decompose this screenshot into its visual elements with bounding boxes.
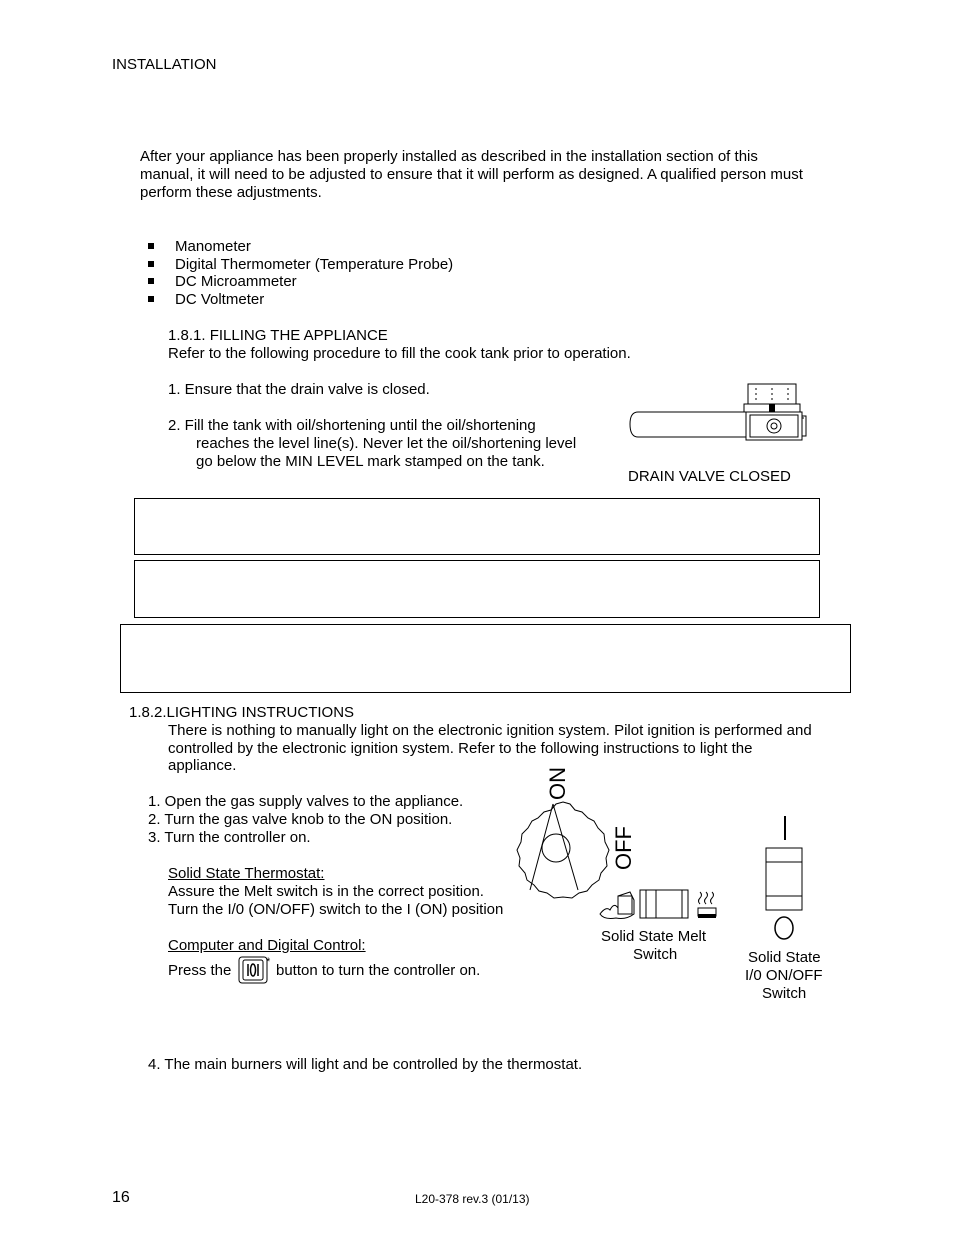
melt-switch-icon — [596, 886, 720, 922]
onoff-switch-icon — [764, 814, 804, 946]
onoff-switch-caption-3: Switch — [762, 985, 807, 1002]
onoff-switch-caption-1: Solid State — [748, 949, 821, 966]
filling-step-2-cont: go below the MIN LEVEL mark stamped on the tank. — [196, 453, 545, 470]
document-id: L20-378 rev.3 (01/13) — [415, 1192, 530, 1206]
notice-box — [134, 560, 820, 618]
solid-state-line-2: Turn the I/0 (ON/OFF) switch to the I (ON) position — [168, 901, 504, 918]
intro-line-1: After your appliance has been properly installed as described in the installation section of this — [140, 148, 758, 165]
tool-item: Manometer — [175, 238, 251, 255]
filling-intro: Refer to the following procedure to fill the cook tank prior to operation. — [168, 345, 631, 362]
filling-heading: 1.8.1. FILLING THE APPLIANCE — [168, 327, 388, 344]
solid-state-line-1: Assure the Melt switch is in the correct position. — [168, 883, 484, 900]
notice-box — [134, 498, 820, 555]
filling-step-1: 1. Ensure that the drain valve is closed. — [168, 381, 430, 398]
lighting-step-4: 4. The main burners will light and be controlled by the thermostat. — [148, 1056, 583, 1073]
drain-valve-icon — [628, 380, 808, 442]
gas-valve-knob-icon — [508, 800, 618, 900]
bullet-icon — [148, 278, 154, 284]
filling-step-2: 2. Fill the tank with oil/shortening until the oil/shortening — [168, 417, 536, 434]
lighting-heading: 1.8.2.LIGHTING INSTRUCTIONS — [129, 704, 355, 721]
knob-on-label: ON — [545, 767, 570, 800]
notice-box — [120, 624, 851, 693]
lighting-intro-2: controlled by the electronic ignition system. Refer to the following instructions to light the — [168, 740, 753, 757]
intro-line-3: perform these adjustments. — [140, 184, 322, 201]
tool-item: Digital Thermometer (Temperature Probe) — [175, 256, 454, 273]
solid-state-heading: Solid State Thermostat: — [168, 865, 325, 882]
drain-valve-caption: DRAIN VALVE CLOSED — [628, 468, 791, 485]
press-text-before: Press the — [168, 962, 232, 979]
knob-off-label: OFF — [611, 826, 636, 870]
intro-line-2: manual, it will need to be adjusted to ensure that it will perform as designed. A qualified person must — [140, 166, 803, 183]
computer-control-heading: Computer and Digital Control: — [168, 937, 366, 954]
section-header: INSTALLATION — [112, 56, 217, 73]
melt-switch-caption-1: Solid State Melt — [601, 928, 707, 945]
filling-step-2-cont: reaches the level line(s). Never let the oil/shortening level — [196, 435, 577, 452]
tool-item: DC Voltmeter — [175, 291, 265, 308]
onoff-switch-caption-2: I/0 ON/OFF — [745, 967, 823, 984]
lighting-step-3: 3. Turn the controller on. — [148, 829, 311, 846]
bullet-icon — [148, 243, 154, 249]
lighting-intro-3: appliance. — [168, 757, 237, 774]
press-text-after: button to turn the controller on. — [276, 962, 481, 979]
lighting-step-2: 2. Turn the gas valve knob to the ON position. — [148, 811, 453, 828]
lighting-step-1: 1. Open the gas supply valves to the appliance. — [148, 793, 464, 810]
page-number: 16 — [112, 1189, 130, 1206]
power-button-icon — [238, 956, 268, 984]
lighting-intro-1: There is nothing to manually light on the electronic ignition system. Pilot ignition is performed and — [168, 722, 812, 739]
tool-item: DC Microammeter — [175, 273, 297, 290]
bullet-icon — [148, 296, 154, 302]
melt-switch-caption-2: Switch — [633, 946, 678, 963]
asterisk: * — [266, 956, 271, 968]
bullet-icon — [148, 261, 154, 267]
